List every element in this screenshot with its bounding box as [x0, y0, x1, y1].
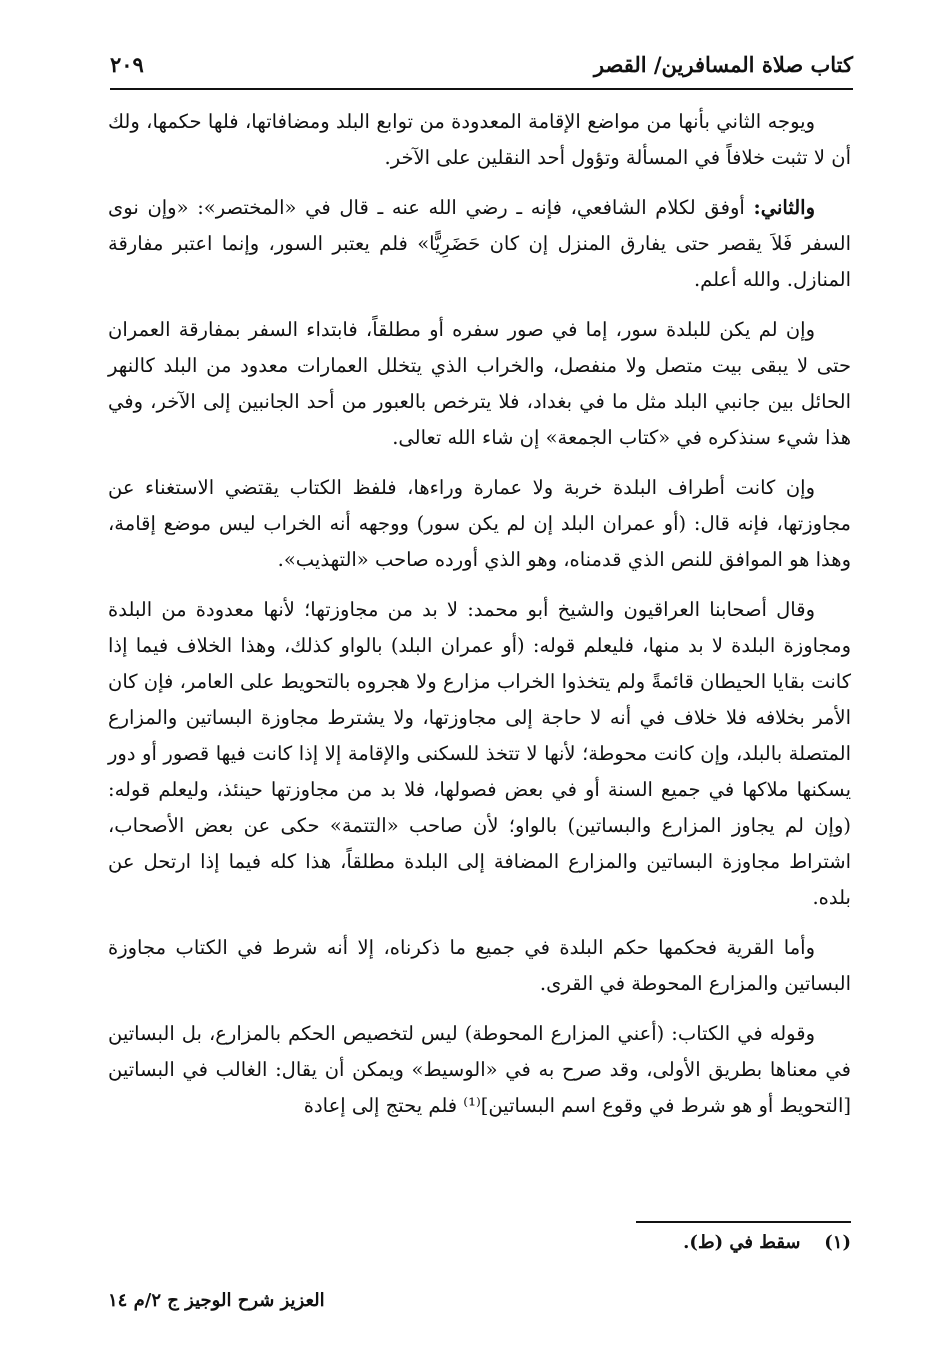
paragraph-text: وإن كانت أطراف البلدة خربة ولا عمارة وراءها، فلفظ الكتاب يقتضي الاستغناء عن مجاوزتها، فإنه قال: (أو عمران البلد إن لم يكن سور) ووجهه أنه الخراب ليس موضع إقامة، وهذا هو الموافق للنص الذي قدمناه، وهو الذي أورده صاحب «التهذيب». — [108, 476, 851, 571]
paragraph — [108, 190, 851, 298]
paragraph — [108, 592, 851, 916]
footnote-text: سقط في (ط). — [683, 1232, 801, 1253]
footnote-number: (١) — [824, 1232, 851, 1253]
paragraph-text: أوفق لكلام الشافعي، فإنه ـ رضي الله عنه ـ قال في «المختصر»: «وإن نوى السفر فَلاَ يقصر حتى يفارق المنزل إن كان حَضَرِيًّا» فلم يعتبر السور، وإنما اعتبر مفارقة المنازل. والله أعلم. — [108, 196, 851, 291]
paragraph — [108, 470, 851, 578]
paragraph — [108, 1016, 851, 1124]
paragraph-text: وقوله في الكتاب: (أعني المزارع المحوطة) ليس لتخصيص الحكم بالمزارع، بل البساتين في معناها بطريق الأولى، وقد صرح به في «الوسيط» ويمكن أن يقال: الغالب في البساتين [التحويط أو هو شرط في وقوع اسم البساتين]⁽¹⁾ فلم يحتج إلى إعادة — [108, 1022, 851, 1117]
paragraph — [108, 312, 851, 456]
paragraph-text: وإن لم يكن للبلدة سور، إما في صور سفره أو مطلقاً، فابتداء السفر بمفارقة العمران حتى لا يبقى بيت متصل ولا منفصل، والخراب الذي يتخلل العمارات معدود من البلد كالنهر الحائل بين جانبي البلد مثل ما في بغداد، فلا يترخص بالعبور من أحد الجانبين إلى الآخر، وفي هذا شيء سنذكره في «كتاب الجمعة» إن شاء الله تعالى. — [108, 318, 851, 449]
page-header — [110, 44, 853, 90]
footnote — [251, 1232, 851, 1253]
paragraph-text: وقال أصحابنا العراقيون والشيخ أبو محمد: لا بد من مجاوزتها؛ لأنها معدودة من البلدة ومجاوزة البلدة لا بد منها، فليعلم قوله: (أو عمران البلد) بالواو كذلك، وهذا الخلاف فيما إذا كانت بقايا الحيطان قائمةً ولم يتخذوا الخراب مزارع ولا هجروه بالتحويط على العامر، فإن كان الأمر بخلافه فلا خلاف في أنه لا حاجة إلى مجاوزتها، ولا يشترط مجاوزة البساتين والمزارع المتصلة بالبلد، وإن كانت محوطة؛ لأنها لا تتخذ للسكنى والإقامة إلا إذا كانت فيها قصور أو دور يسكنها ملاكها في جميع السنة أو في بعض فصولها، فلا بد من مجاوزتها حينئذ، وليعلم قوله: (وإن لم يجاوز المزارع والبساتين) بالواو؛ لأن صاحب «التتمة» حكى عن بعض الأصحاب، اشتراط مجاوزة البساتين والمزارع المضافة إلى البلدة مطلقاً، هذا كله فيما إذا ارتحل عن بلده. — [108, 598, 851, 909]
running-title: كتاب صلاة المسافرين/ القصر — [593, 52, 853, 77]
footnote-separator — [636, 1221, 851, 1223]
paragraph — [108, 104, 851, 176]
main-text — [108, 104, 851, 1138]
volume-signature: العزيز شرح الوجيز ج ٢/م ١٤ — [108, 1290, 325, 1311]
paragraph — [108, 930, 851, 1002]
paragraph-text: وأما القرية فحكمها حكم البلدة في جميع ما ذكرناه، إلا أنه شرط في الكتاب مجاوزة البساتين والمزارع المحوطة في القرى. — [108, 936, 851, 995]
page-number: ٢٠٩ — [110, 52, 144, 77]
paragraph-lead: والثاني: — [753, 196, 815, 219]
paragraph-text: ويوجه الثاني بأنها من مواضع الإقامة المعدودة من توابع البلد ومضافاتها، فلها حكمها، ولك أن لا تثبت خلافاً في المسألة وتؤول أحد النقلين على الآخر. — [108, 110, 851, 169]
